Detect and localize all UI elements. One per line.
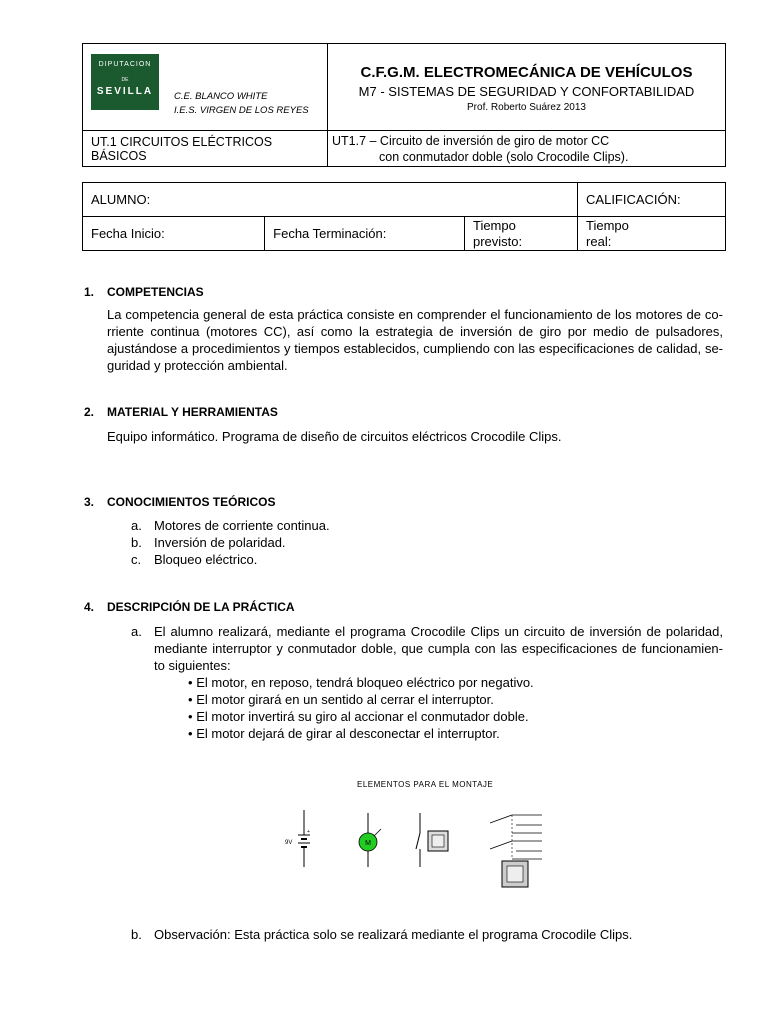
tiempo-real-l1: Tiempo xyxy=(586,217,629,233)
double-switch-icon xyxy=(490,815,542,887)
section3-item-a-label: a. xyxy=(131,518,142,533)
switch-icon xyxy=(416,813,448,867)
logo-line2: DE xyxy=(121,77,129,83)
bullet-dot-icon: • xyxy=(188,726,193,741)
section3-item-b: Inversión de polaridad. xyxy=(154,535,286,550)
practice-line2: con conmutador doble (solo Crocodile Clips). xyxy=(379,149,629,164)
bullet-text: El motor girará en un sentido al cerrar el interruptor. xyxy=(196,692,494,707)
components-diagram xyxy=(280,805,550,890)
tiempo-real-l2: real: xyxy=(586,233,612,249)
bullet-item xyxy=(188,725,534,742)
section4-a-line: El alumno realizará, mediante el programa Crocodile Clips un circuito de inversión de polaridad, xyxy=(154,624,723,639)
header-table xyxy=(82,43,726,167)
alumno-cell[interactable]: ALUMNO: xyxy=(83,183,578,217)
bullet-item xyxy=(188,691,534,708)
tiempo-real-cell[interactable] xyxy=(578,217,726,251)
battery-label: 9V xyxy=(285,840,293,846)
section4-b-label: b. xyxy=(131,927,142,942)
calificacion-cell[interactable]: CALIFICACIÓN: xyxy=(578,183,726,217)
section1-line: rriente continua (motores CC), así como la estrategia de inversión de giro por medio de pulsadores, xyxy=(107,324,723,339)
bullet-dot-icon: • xyxy=(188,692,193,707)
section2-title: MATERIAL Y HERRAMIENTAS xyxy=(107,405,278,419)
title-cell xyxy=(328,44,726,131)
battery-icon xyxy=(298,810,310,867)
section4-title: DESCRIPCIÓN DE LA PRÁCTICA xyxy=(107,600,295,614)
tiempo-previsto-cell[interactable] xyxy=(464,217,577,251)
section3-item-b-label: b. xyxy=(131,535,142,550)
section4-num: 4. xyxy=(84,600,95,614)
section4-a-body xyxy=(154,623,723,674)
bullet-dot-icon: • xyxy=(188,675,193,690)
diagram-title: ELEMENTOS PARA EL MONTAJE xyxy=(357,780,494,789)
bullet-text: El motor invertirá su giro al accionar el conmutador doble. xyxy=(196,709,529,724)
section3-item-c: Bloqueo eléctrico. xyxy=(154,552,258,567)
bullet-item xyxy=(188,708,534,725)
fecha-inicio-cell[interactable]: Fecha Inicio: xyxy=(83,217,265,251)
bullet-text: El motor dejará de girar al desconectar el interruptor. xyxy=(196,726,500,741)
professor-line: Prof. Roberto Suárez 2013 xyxy=(467,101,586,113)
section4-a-line: mediante interruptor y conmutador doble, que cumpla con las especificaciones de funcionamien- xyxy=(154,641,723,656)
section4-a-label: a. xyxy=(131,624,142,639)
tiempo-previsto-l2: previsto: xyxy=(472,233,523,249)
module-subtitle: M7 - SISTEMAS DE SEGURIDAD Y CONFORTABILIDAD xyxy=(358,83,695,99)
logo-line1: DIPUTACION xyxy=(98,61,152,68)
section1-num: 1. xyxy=(84,285,95,299)
section1-line: guridad y protección ambiental. xyxy=(107,358,288,373)
section3-item-c-label: c. xyxy=(131,552,142,567)
student-table xyxy=(82,182,726,251)
fecha-terminacion-cell[interactable]: Fecha Terminación: xyxy=(265,217,465,251)
section4-a-line: to siguientes: xyxy=(154,658,231,673)
svg-text:+: + xyxy=(307,829,310,835)
section4-b-text: Observación: Esta práctica solo se realizará mediante el programa Crocodile Clips. xyxy=(154,927,633,942)
section3-title: CONOCIMIENTOS TEÓRICOS xyxy=(107,495,276,509)
section1-title: COMPETENCIAS xyxy=(107,285,204,299)
bullet-text: El motor, en reposo, tendrá bloqueo eléctrico por negativo. xyxy=(196,675,534,690)
tiempo-previsto-l1: Tiempo xyxy=(472,217,516,233)
motor-label: M xyxy=(365,840,371,847)
section1-body xyxy=(107,306,723,374)
logo-cell xyxy=(83,44,328,131)
diputacion-logo xyxy=(91,54,159,110)
section2-num: 2. xyxy=(84,405,95,419)
course-title: C.F.G.M. ELECTROMECÁNICA DE VEHÍCULOS xyxy=(360,63,693,81)
school-line2: I.E.S. VIRGEN DE LOS REYES xyxy=(174,105,309,116)
practice-line1: UT1.7 – Circuito de inversión de giro de motor CC xyxy=(332,133,610,148)
bullet-dot-icon: • xyxy=(188,709,193,724)
bullet-item xyxy=(188,674,534,691)
section3-item-a: Motores de corriente continua. xyxy=(154,518,330,533)
unit-cell: UT.1 CIRCUITOS ELÉCTRICOS BÁSICOS xyxy=(83,131,328,167)
section2-text: Equipo informático. Programa de diseño de circuitos eléctricos Crocodile Clips. xyxy=(107,429,562,444)
section1-line: La competencia general de esta práctica consiste en comprender el funcionamiento de los motores de co- xyxy=(107,307,723,322)
section1-line: ajustándose a procedimientos y tiempos establecidos, cumpliendo con las especificaciones de calidad, se- xyxy=(107,341,723,356)
section4-bullets xyxy=(188,674,534,742)
school-line1: C.E. BLANCO WHITE xyxy=(174,91,268,102)
logo-line3: SEVILLA xyxy=(96,86,154,97)
practice-cell xyxy=(328,131,726,167)
section3-num: 3. xyxy=(84,495,95,509)
